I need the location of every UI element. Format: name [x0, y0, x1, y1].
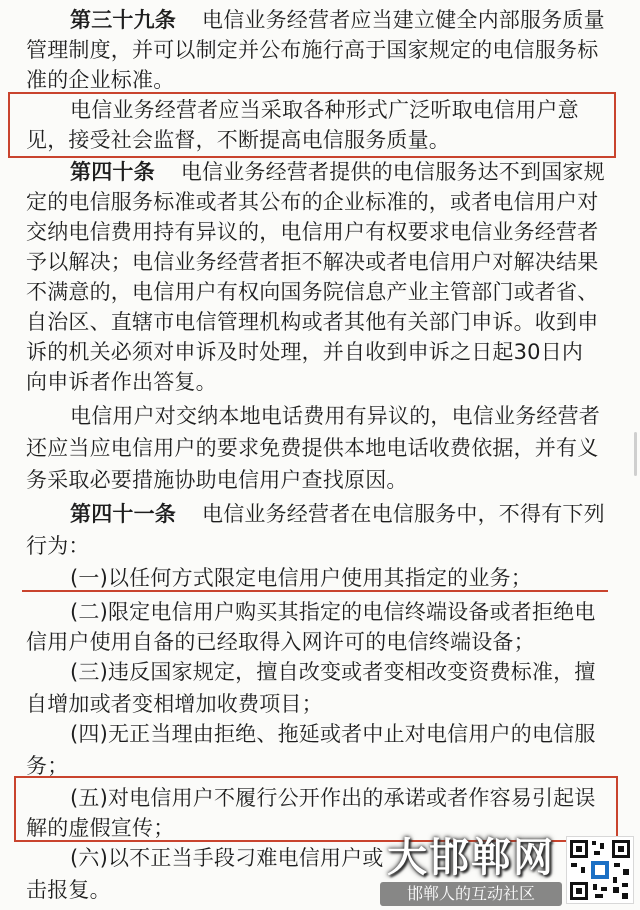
article-41-line-1	[0, 496, 640, 532]
line-text: (六)以不正当手段刁难电信用户或	[70, 846, 384, 870]
watermark-title: 大邯郸网	[387, 835, 555, 881]
line-text: 电信业务经营者提供的电信服务达不到国家规	[180, 160, 605, 184]
line-text: 予以解决；电信业务经营者拒不解决或者电信用户对解决结果	[26, 250, 599, 274]
line-text: 不满意的，电信用户有权向国务院信息产业主管部门或者省、	[26, 280, 599, 304]
highlight-underline-item-1	[22, 590, 608, 592]
text-line	[0, 462, 640, 498]
line-text: 电信业务经营者应当建立健全内部服务质量	[202, 8, 605, 32]
line-text: (三)违反国家规定，擅自改变或者变相改变资费标准，擅	[70, 660, 596, 684]
scrollbar-thumb[interactable]	[634, 432, 637, 476]
list-item-3	[0, 654, 640, 690]
line-text: 交纳电信费用持有异议的，电信用户有权要求电信业务经营者	[26, 220, 599, 244]
text-line	[0, 430, 640, 466]
line-text: (二)限定电信用户购买其指定的电信终端设备或者拒绝电	[70, 600, 596, 624]
line-text: (一)以任何方式限定电信用户使用其指定的业务；	[70, 566, 532, 590]
text-line	[0, 398, 640, 434]
highlight-box-article-39	[8, 92, 616, 158]
line-text: 准的企业标准。	[26, 68, 175, 92]
text-line	[0, 528, 640, 564]
line-text: 行为：	[26, 534, 90, 558]
line-text: 诉的机关必须对申诉及时处理，并自收到申诉之日起30日内	[26, 340, 584, 364]
article-41-label: 第四十一条	[70, 502, 176, 526]
line-text: 务采取必要措施协助电信用户查找原因。	[26, 468, 408, 492]
line-text: (四)无正当理由拒绝、拖延或者中止对电信用户的电信服	[70, 722, 596, 746]
line-text: 电信用户对交纳本地电话费用有异议的，电信业务经营者	[70, 404, 600, 428]
line-text: 向申诉者作出答复。	[26, 370, 217, 394]
line-text: 管理制度，并可以制定并公布施行高于国家规定的电信服务标	[26, 38, 599, 62]
list-item-4	[0, 716, 640, 752]
line-text: 击报复。	[26, 878, 111, 902]
line-text: 定的电信服务标准或者其公布的企业标准的，或者电信用户对	[26, 190, 599, 214]
line-text: 还应当应电信用户的要求免费提供本地电话收费依据，并有义	[26, 436, 599, 460]
line-text: 信用户使用自备的已经取得入网许可的电信终端设备；	[26, 630, 535, 654]
watermark-subtitle: 邯郸人的互动社区	[380, 882, 562, 906]
article-39-label: 第三十九条	[70, 8, 176, 32]
text-line	[0, 364, 640, 400]
article-40-label: 第四十条	[70, 160, 155, 184]
line-text: 务；	[26, 754, 69, 778]
qr-code-icon	[566, 836, 634, 904]
line-text: 自治区、直辖市电信管理机构或者其他有关部门申诉。收到申	[26, 310, 599, 334]
line-text: 见，接受社会监督，不断提高电信服务质量。	[26, 128, 450, 152]
line-text: 电信业务经营者应当采取各种形式广泛听取电信用户意	[70, 98, 579, 122]
line-text: (五)对电信用户不履行公开作出的承诺或者作容易引起误	[70, 786, 596, 810]
line-text: 自增加或者变相增加收费项目；	[26, 692, 323, 716]
line-text: 解的虚假宣传；	[26, 816, 175, 840]
highlight-box-item-5	[14, 776, 618, 842]
site-watermark	[376, 836, 566, 910]
line-text: 电信业务经营者在电信服务中，不得有下列	[202, 502, 605, 526]
